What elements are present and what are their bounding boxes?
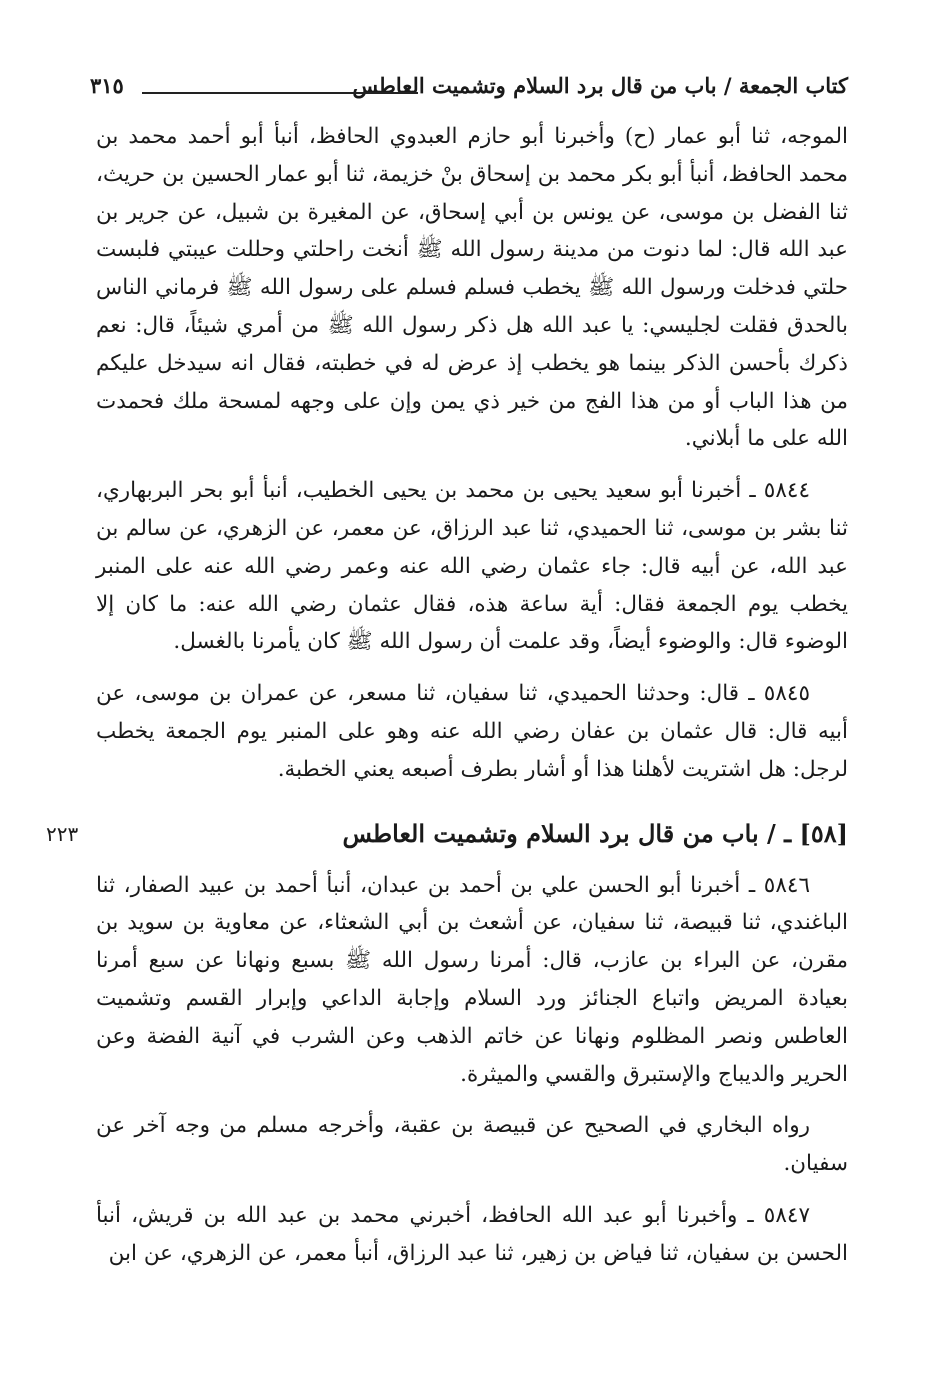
section-title: [٥٨] ـ / باب من قال برد السلام وتشميت العاطس bbox=[342, 818, 848, 848]
paragraph-hadith-5845: ٥٨٤٥ ـ قال: وحدثنا الحميدي، ثنا سفيان، ثنا مسعر، عن عمران بن موسى، عن أبيه قال: قال عثمان بن عفان رضي الله عنه وهو على المنبر يوم الجمعة يخطب لرجل: هل اشتريت لأهلنا هذا أو أشار بطرف أصبعه يعني الخطبة. bbox=[96, 681, 848, 782]
section-heading bbox=[46, 811, 848, 857]
paragraph-commentary: رواه البخاري في الصحيح عن قبيصة بن عقبة، وأخرجه مسلم من وجه آخر عن سفيان. bbox=[96, 1113, 848, 1177]
paragraph-hadith-5847: ٥٨٤٧ ـ وأخبرنا أبو عبد الله الحافظ، أخبرني محمد بن عبد الله بن قريش، أنبأ الحسن بن سفيان، ثنا فياض بن زهير، ثنا عبد الرزاق، أنبأ معمر، عن الزهري، عن ابن bbox=[96, 1202, 848, 1266]
paragraph-continuation: الموجه، ثنا أبو عمار (ح) وأخبرنا أبو حازم العبدوي الحافظ، أنبأ أبو أحمد محمد بن محمد الحافظ، أنبأ أبو بكر محمد بن إسحاق بنْ خزيمة، ثنا أبو عمار الحسين بن حريث، ثنا الفضل بن موسى، عن يونس بن أبي إسحاق، عن المغيرة بن شبيل، عن جرير بن عبد الله قال: لما دنوت من مدينة رسول الله ﷺ أنخت راحلتي وحللت عيبتي فلبست حلتي فدخلت ورسول الله ﷺ يخطب فسلم فسلم على رسول الله ﷺ فرماني الناس بالحدق فقلت لجليسي: يا عبد الله هل ذكر رسول الله ﷺ من أمري شيئاً، قال: نعم ذكرك بأحسن الذكر بينما هو يخطب إذ عرض له في خطبته، فقال انه سيدخل عليكم من هذا الباب أو من هذا الفج من خير ذي يمن وإن على وجهه لمسحة ملك فحمدت الله على ما أبلاني. bbox=[96, 124, 848, 452]
page-number: ٣١٥ bbox=[90, 73, 124, 98]
paragraph-hadith-5844: ٥٨٤٤ ـ أخبرنا أبو سعيد يحيى بن محمد بن يحيى الخطيب، أنبأ أبو بحر البربهاري، ثنا بشر بن موسى، ثنا الحميدي، ثنا عبد الرزاق، عن معمر، عن الزهري، عن سالم بن عبد الله، عن أبيه قال: جاء عثمان رضي الله عنه وعمر رضي الله عنه على المنبر يخطب يوم الجمعة فقال: أية ساعة هذه، فقال عثمان رضي الله عنه: ما كان إلا الوضوء قال: والوضوء أيضاً، وقد علمت أن رسول الله ﷺ كان يأمرنا بالغسل. bbox=[96, 478, 848, 655]
paragraph-hadith-5846: ٥٨٤٦ ـ أخبرنا أبو الحسن علي بن أحمد بن عبدان، أنبأ أحمد بن عبيد الصفار، ثنا الباغندي، ثنا قبيصة، ثنا سفيان، عن أشعث بن أبي الشعثاء، عن معاوية بن سويد بن مقرن، عن البراء بن عازب، قال: أمرنا رسول الله ﷺ بسبع ونهانا عن سبع أمرنا بعيادة المريض واتباع الجنائز ورد السلام وإجابة الداعي وإبرار القسم وتشميت العاطس ونصر المظلوم ونهانا عن خاتم الذهب وعن الشرب في آنية الفضة وعن الحرير والديباج والإستبرق والقسي والميثرة. bbox=[96, 872, 848, 1087]
margin-page-reference: ٢٢٣ bbox=[46, 821, 79, 846]
page-body bbox=[46, 118, 848, 1273]
running-header bbox=[90, 66, 848, 106]
header-rule bbox=[142, 92, 418, 94]
running-title: كتاب الجمعة / باب من قال برد السلام وتشميت العاطس bbox=[352, 73, 848, 98]
